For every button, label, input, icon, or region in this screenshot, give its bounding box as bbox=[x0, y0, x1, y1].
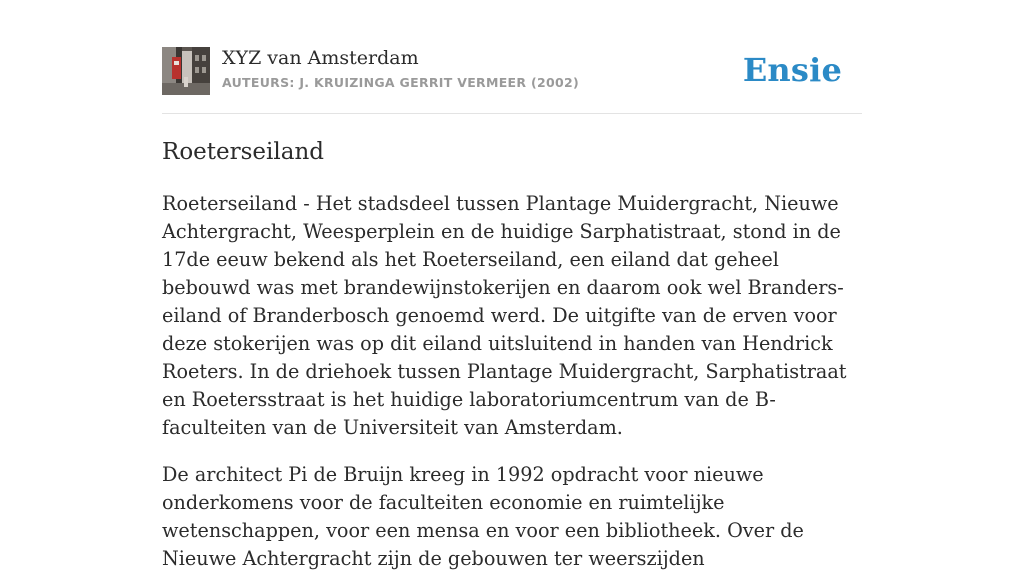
article-paragraph: De architect Pi de Bruijn kreeg in 1992 opdracht voor nieuwe onderkomens voor de faculteiten economie en ruimtelijke wetenschappen, voor een mensa en voor een bibliotheek. Over de Nieuwe Achtergracht zijn de gebouwen ter weerszijden bbox=[162, 463, 804, 570]
book-title[interactable]: XYZ van Amsterdam bbox=[222, 47, 419, 69]
ensie-logo-link[interactable]: Ensie bbox=[742, 51, 842, 89]
article-paragraph: Roeterseiland - Het stadsdeel tussen Plantage Muidergracht, Nieuwe Achtergracht, Weesperplein en de huidige Sarphatistraat, stond in de 17de eeuw bekend als het Roeterseiland, een eiland dat geheel bebouwd was met brandewijnstokerijen en daarom ook wel Branders- eiland of Branderbosch genoemd werd. De uitgifte van de erven voor deze stokerijen was op dit eiland uitsluitend in handen van Hendrick Roeters. In de driehoek tussen Plantage Muidergracht, Sarphatistraat en Roetersstraat is het huidige laboratoriumcentrum van de B-faculteiten van de Universiteit van Amsterdam. bbox=[162, 192, 847, 439]
article-title: Roeterseiland bbox=[162, 139, 324, 165]
header-divider bbox=[162, 113, 862, 114]
article bbox=[162, 136, 862, 573]
book-cover-avatar[interactable] bbox=[162, 47, 210, 95]
book-header bbox=[162, 47, 862, 95]
book-authors: AUTEURS: J. KRUIZINGA GERRIT VERMEER (2002) bbox=[222, 75, 579, 90]
book-cover-image bbox=[162, 47, 210, 95]
